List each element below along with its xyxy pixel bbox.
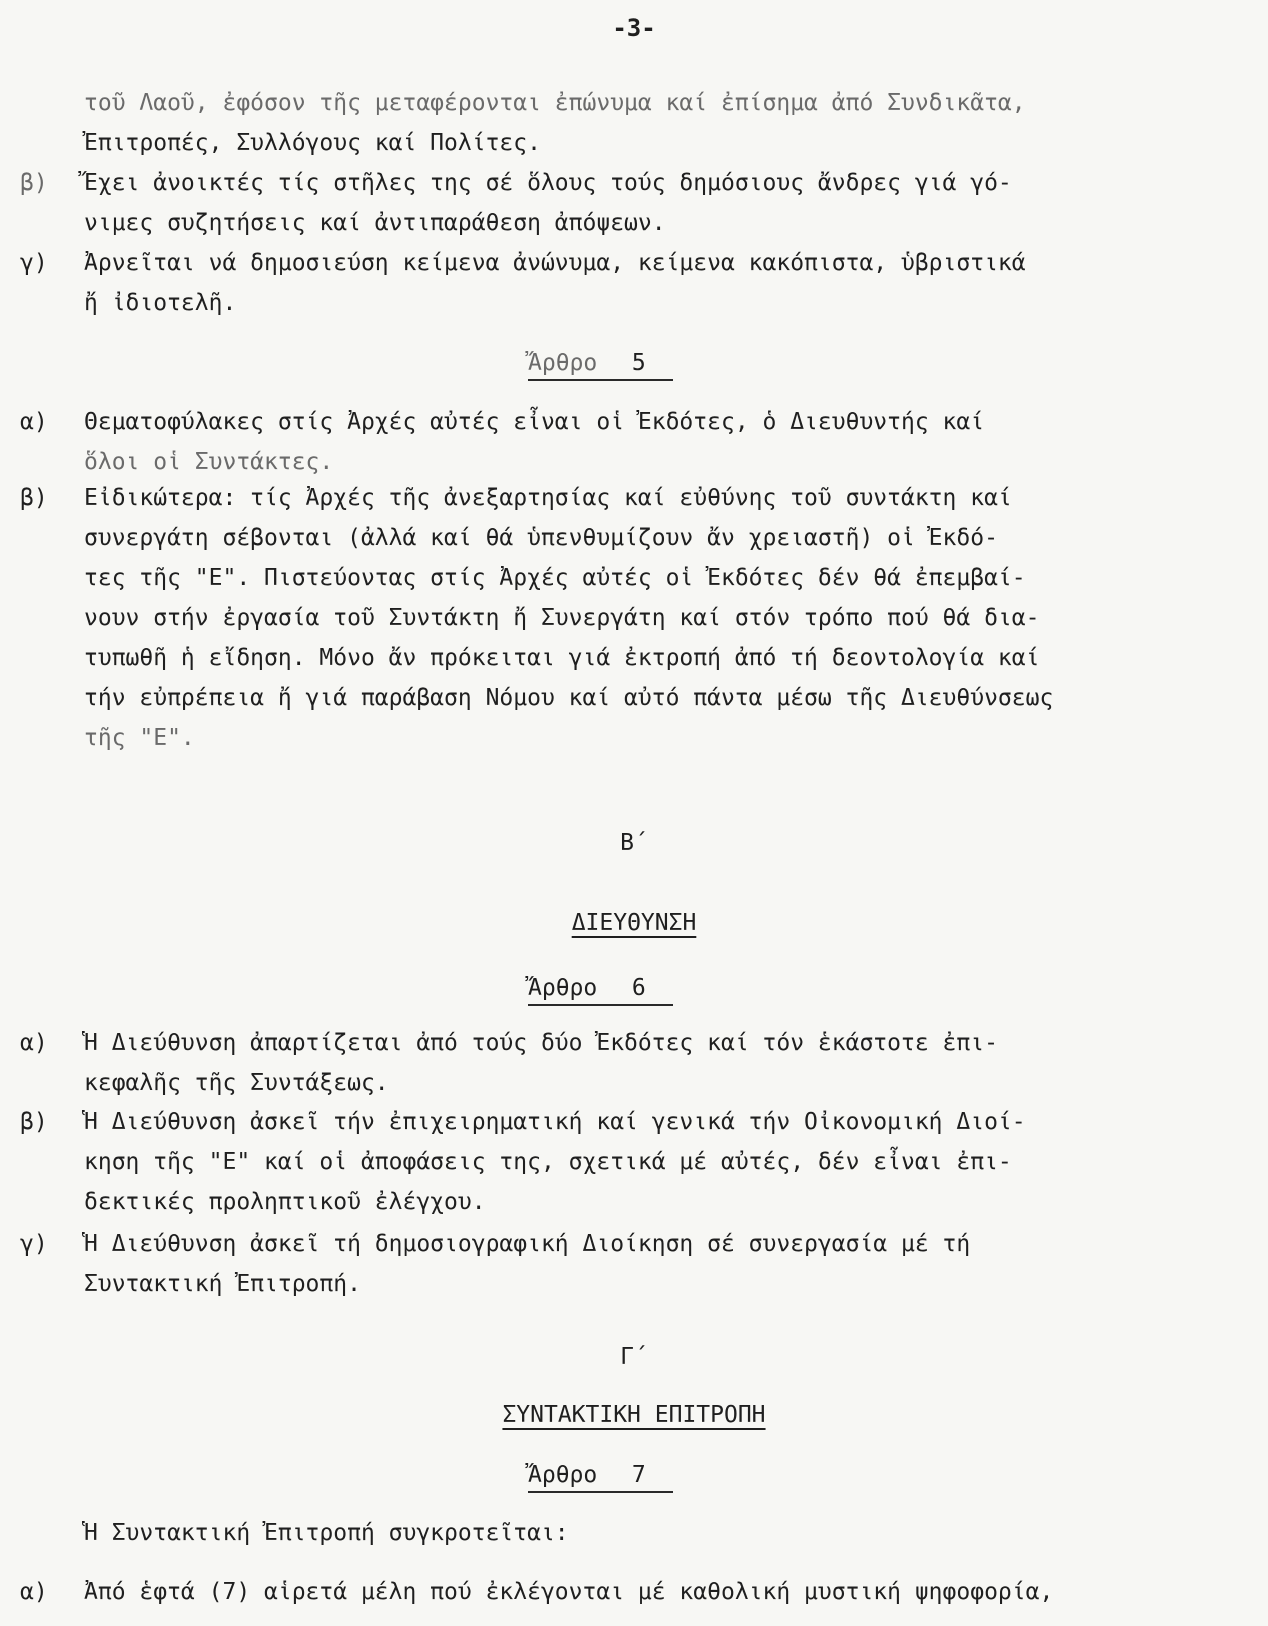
text-line: Ἡ Διεύθυνση ἀπαρτίζεται ἀπό τούς δύο Ἐκδότες καί τόν ἑκάστοτε ἐπι-: [84, 1030, 998, 1056]
text-line: Ἀπό ἑφτά (7) αἱρετά μέλη πού ἐκλέγονται μέ καθολική μυστική ψηφοφορία,: [84, 1579, 1054, 1605]
page-number: -3-: [612, 14, 656, 42]
text-line: τήν εὐπρέπεια ἤ γιά παράβαση Νόμου καί αὐτό πάντα μέσω τῆς Διευθύνσεως: [84, 685, 1054, 711]
article-number: 7: [631, 1462, 646, 1488]
title-underline: [528, 1491, 673, 1493]
article-number: 5: [631, 350, 646, 376]
text-line: Ἡ Συντακτική Ἐπιτροπή συγκροτεῖται:: [84, 1520, 569, 1546]
text-line: συνεργάτη σέβονται (ἀλλά καί θά ὑπενθυμίζουν ἄν χρειαστῆ) οἱ Ἐκδό-: [84, 525, 998, 551]
article-word: Ἄρθρο: [528, 350, 598, 376]
text-line: Συντακτική Ἐπιτροπή.: [84, 1271, 361, 1297]
item-label: β): [20, 170, 48, 196]
text-line: κηση τῆς "Ε" καί οἱ ἀποφάσεις της, σχετικά μέ αὐτές, δέν εἶναι ἐπι-: [84, 1149, 1012, 1175]
item-label: β): [20, 485, 48, 511]
text-line: νουν στήν ἐργασία τοῦ Συντάκτη ἤ Συνεργάτη καί στόν τρόπο πού θά δια-: [84, 605, 1040, 631]
text-line: τυπωθῆ ἡ εἴδηση. Μόνο ἄν πρόκειται γιά ἐκτροπή ἀπό τή δεοντολογία καί: [84, 645, 1040, 671]
text-line: Ἀρνεῖται νά δημοσιεύση κείμενα ἀνώνυμα, κείμενα κακόπιστα, ὑβριστικά: [84, 250, 1026, 276]
article-title: [528, 968, 646, 1008]
list-item: [20, 1023, 1245, 1103]
item-label: α): [20, 1030, 48, 1056]
list-item: [20, 243, 1245, 323]
text-line: τῆς "Ε".: [84, 725, 195, 751]
text-line: Ἡ Διεύθυνση ἀσκεῖ τήν ἐπιχειρηματική καί γενικά τήν Οἰκονομική Διοί-: [84, 1109, 1026, 1135]
list-item: [20, 1224, 1245, 1304]
section-letter: Β΄: [620, 830, 648, 856]
text-line: Ἔχει ἀνοικτές τίς στῆλες της σέ ὅλους τούς δημόσιους ἄνδρες γιά γό-: [84, 170, 1012, 196]
text-line: Ἐπιτροπές, Συλλόγους καί Πολίτες.: [84, 130, 541, 156]
text-line: κεφαλῆς τῆς Συντάξεως.: [84, 1070, 389, 1096]
article-number: 6: [631, 975, 646, 1001]
article-title: [528, 1455, 646, 1495]
list-item: [20, 402, 1245, 482]
text-line: Θεματοφύλακες στίς Ἀρχές αὐτές εἶναι οἱ Ἐκδότες, ὁ Διευθυντής καί: [84, 409, 985, 435]
text-line: ὅλοι οἱ Συντάκτες.: [84, 449, 334, 475]
section-letter: Γ΄: [620, 1344, 648, 1370]
section-heading: [0, 903, 1268, 943]
text-line: Ἡ Διεύθυνση ἀσκεῖ τή δημοσιογραφική Διοίκηση σέ συνεργασία μέ τή: [84, 1231, 971, 1257]
title-underline: [528, 1004, 673, 1006]
item-label: γ): [20, 1231, 48, 1257]
article-word: Ἄρθρο: [528, 1462, 598, 1488]
text-line: τες τῆς "Ε". Πιστεύοντας στίς Ἀρχές αὐτές οἱ Ἐκδότες δέν θά ἐπεμβαί-: [84, 565, 1026, 591]
text-line: ἤ ἰδιοτελῆ.: [84, 290, 237, 316]
item-label: β): [20, 1109, 48, 1135]
list-item: [20, 163, 1245, 243]
title-underline: [528, 379, 673, 381]
article-word: Ἄρθρο: [528, 975, 598, 1001]
item-label: α): [20, 409, 48, 435]
intro-paragraph: [20, 1513, 1245, 1553]
item-label: α): [20, 1579, 48, 1605]
list-item: [20, 83, 1245, 163]
text-line: τοῦ Λαοῦ, ἐφόσον τῆς μεταφέρονται ἐπώνυμα καί ἐπίσημα ἀπό Συνδικᾶτα,: [84, 90, 1026, 116]
list-item: [20, 478, 1245, 758]
item-label: γ): [20, 250, 48, 276]
text-line: νιμες συζητήσεις καί ἀντιπαράθεση ἀπόψεων.: [84, 210, 666, 236]
list-item: [20, 1572, 1245, 1612]
section-heading-text: ΣΥΝΤΑΚΤΙΚΗ ΕΠΙΤΡΟΠΗ: [502, 1402, 766, 1428]
section-heading-text: ΔΙΕΥΘΥΝΣΗ: [571, 910, 697, 936]
article-title: [528, 343, 646, 383]
text-line: Εἰδικώτερα: τίς Ἀρχές τῆς ἀνεξαρτησίας καί εὐθύνης τοῦ συντάκτη καί: [84, 485, 1012, 511]
list-item: [20, 1102, 1245, 1222]
section-heading: [0, 1395, 1268, 1435]
text-line: δεκτικές προληπτικοῦ ἐλέγχου.: [84, 1189, 486, 1215]
